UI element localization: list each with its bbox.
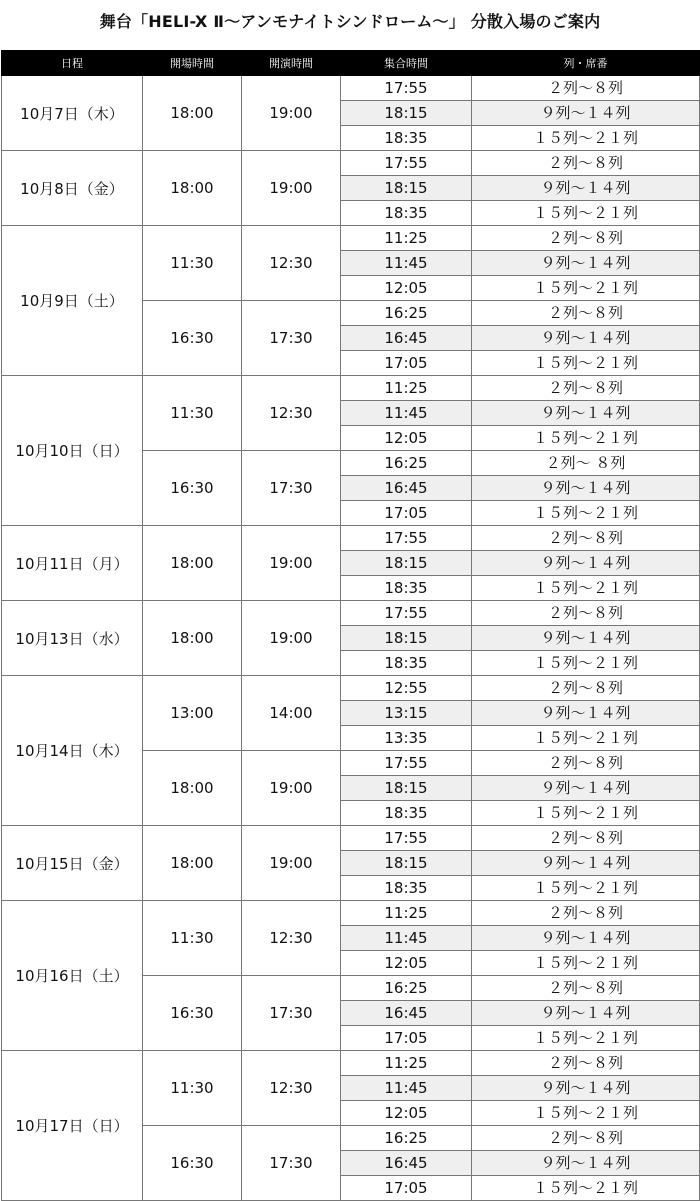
seats-cell: ２列〜８列 — [472, 1126, 700, 1151]
seats-cell: １５列〜２１列 — [472, 126, 700, 151]
open-time-cell: 16:30 — [143, 976, 242, 1051]
seats-cell: １５列〜２１列 — [472, 876, 700, 901]
seats-cell: ２列〜８列 — [472, 301, 700, 326]
gather-time-cell: 17:05 — [341, 1026, 472, 1051]
gather-time-cell: 12:05 — [341, 951, 472, 976]
seats-cell: ２列〜８列 — [472, 601, 700, 626]
open-time-cell: 11:30 — [143, 1051, 242, 1126]
gather-time-cell: 13:15 — [341, 701, 472, 726]
start-time-cell: 17:30 — [242, 1126, 341, 1201]
seats-cell: １５列〜２１列 — [472, 1176, 700, 1201]
table-row — [2, 1051, 700, 1076]
gather-time-cell: 17:55 — [341, 826, 472, 851]
seats-cell: １５列〜２１列 — [472, 801, 700, 826]
gather-time-cell: 16:45 — [341, 476, 472, 501]
gather-time-cell: 16:25 — [341, 1126, 472, 1151]
gather-time-cell: 11:45 — [341, 251, 472, 276]
gather-time-cell: 16:25 — [341, 451, 472, 476]
seats-cell: ２列〜８列 — [472, 76, 700, 101]
open-time-cell: 18:00 — [143, 151, 242, 226]
seats-cell: ９列〜１４列 — [472, 851, 700, 876]
seats-cell: ９列〜１４列 — [472, 776, 700, 801]
gather-time-cell: 16:45 — [341, 1151, 472, 1176]
seats-cell: ２列〜 ８列 — [472, 451, 700, 476]
date-cell: 10月17日（日） — [2, 1051, 143, 1201]
gather-time-cell: 18:35 — [341, 876, 472, 901]
page-title: 舞台「HELI-X Ⅱ〜アンモナイトシンドローム〜」 分散入場のご案内 — [99, 12, 601, 31]
table-row — [2, 901, 700, 926]
gather-time-cell: 18:15 — [341, 176, 472, 201]
gather-time-cell: 12:05 — [341, 1101, 472, 1126]
seats-cell: １５列〜２１列 — [472, 951, 700, 976]
start-time-cell: 17:30 — [242, 451, 341, 526]
table-row — [2, 376, 700, 401]
seats-cell: ２列〜８列 — [472, 226, 700, 251]
date-cell: 10月7日（木） — [2, 76, 143, 151]
open-time-cell: 18:00 — [143, 826, 242, 901]
seats-cell: １５列〜２１列 — [472, 276, 700, 301]
table-row — [2, 151, 700, 176]
seats-cell: ９列〜１４列 — [472, 251, 700, 276]
gather-time-cell: 17:55 — [341, 76, 472, 101]
gather-time-cell: 11:25 — [341, 1051, 472, 1076]
start-time-cell: 17:30 — [242, 301, 341, 376]
gather-time-cell: 18:35 — [341, 576, 472, 601]
seats-cell: １５列〜２１列 — [472, 726, 700, 751]
seats-cell: ２列〜８列 — [472, 526, 700, 551]
gather-time-cell: 11:45 — [341, 1076, 472, 1101]
date-cell: 10月16日（土） — [2, 901, 143, 1051]
open-time-cell: 18:00 — [143, 601, 242, 676]
date-cell: 10月10日（日） — [2, 376, 143, 526]
gather-time-cell: 18:15 — [341, 101, 472, 126]
start-time-cell: 19:00 — [242, 826, 341, 901]
gather-time-cell: 11:45 — [341, 926, 472, 951]
gather-time-cell: 12:55 — [341, 676, 472, 701]
gather-time-cell: 16:45 — [341, 326, 472, 351]
seats-cell: ９列〜１４列 — [472, 326, 700, 351]
seats-cell: ２列〜８列 — [472, 826, 700, 851]
seats-cell: ９列〜１４列 — [472, 176, 700, 201]
table-row — [2, 601, 700, 626]
seats-cell: １５列〜２１列 — [472, 1101, 700, 1126]
seats-cell: １５列〜２１列 — [472, 351, 700, 376]
gather-time-cell: 16:25 — [341, 301, 472, 326]
seats-cell: ２列〜８列 — [472, 1051, 700, 1076]
open-time-cell: 18:00 — [143, 526, 242, 601]
gather-time-cell: 12:05 — [341, 426, 472, 451]
start-time-cell: 17:30 — [242, 976, 341, 1051]
seats-cell: ２列〜８列 — [472, 151, 700, 176]
table-row — [2, 526, 700, 551]
seats-cell: ９列〜１４列 — [472, 476, 700, 501]
gather-time-cell: 18:15 — [341, 776, 472, 801]
start-time-cell: 12:30 — [242, 1051, 341, 1126]
open-time-cell: 18:00 — [143, 751, 242, 826]
seats-cell: ２列〜８列 — [472, 376, 700, 401]
seats-cell: １５列〜２１列 — [472, 426, 700, 451]
gather-time-cell: 18:15 — [341, 626, 472, 651]
open-time-cell: 13:00 — [143, 676, 242, 751]
open-time-cell: 18:00 — [143, 76, 242, 151]
gather-time-cell: 11:25 — [341, 901, 472, 926]
header-date: 日程 — [2, 51, 143, 76]
schedule-body — [2, 76, 700, 1201]
date-cell: 10月8日（金） — [2, 151, 143, 226]
date-cell: 10月15日（金） — [2, 826, 143, 901]
seats-cell: ９列〜１４列 — [472, 701, 700, 726]
gather-time-cell: 11:45 — [341, 401, 472, 426]
header-seats: 列・席番 — [472, 51, 700, 76]
seats-cell: １５列〜２１列 — [472, 1026, 700, 1051]
gather-time-cell: 13:35 — [341, 726, 472, 751]
start-time-cell: 19:00 — [242, 601, 341, 676]
seats-cell: ２列〜８列 — [472, 751, 700, 776]
header-gather-time: 集合時間 — [341, 51, 472, 76]
date-cell: 10月13日（水） — [2, 601, 143, 676]
table-row — [2, 826, 700, 851]
start-time-cell: 12:30 — [242, 901, 341, 976]
gather-time-cell: 17:05 — [341, 351, 472, 376]
start-time-cell: 19:00 — [242, 76, 341, 151]
seats-cell: １５列〜２１列 — [472, 651, 700, 676]
start-time-cell: 12:30 — [242, 376, 341, 451]
header-open-time: 開場時間 — [143, 51, 242, 76]
gather-time-cell: 16:25 — [341, 976, 472, 1001]
table-row — [2, 226, 700, 251]
open-time-cell: 16:30 — [143, 451, 242, 526]
seats-cell: ９列〜１４列 — [472, 1151, 700, 1176]
open-time-cell: 11:30 — [143, 376, 242, 451]
seats-cell: ９列〜１４列 — [472, 626, 700, 651]
schedule-table — [1, 50, 700, 1201]
open-time-cell: 16:30 — [143, 301, 242, 376]
seats-cell: １５列〜２１列 — [472, 201, 700, 226]
open-time-cell: 11:30 — [143, 901, 242, 976]
start-time-cell: 19:00 — [242, 526, 341, 601]
seats-cell: ２列〜８列 — [472, 976, 700, 1001]
gather-time-cell: 12:05 — [341, 276, 472, 301]
seats-cell: ９列〜１４列 — [472, 101, 700, 126]
date-cell: 10月9日（土） — [2, 226, 143, 376]
date-cell: 10月11日（月） — [2, 526, 143, 601]
gather-time-cell: 17:05 — [341, 1176, 472, 1201]
gather-time-cell: 18:35 — [341, 201, 472, 226]
seats-cell: １５列〜２１列 — [472, 576, 700, 601]
gather-time-cell: 11:25 — [341, 226, 472, 251]
table-header-row — [2, 51, 700, 76]
table-row — [2, 76, 700, 101]
seats-cell: ９列〜１４列 — [472, 401, 700, 426]
seats-cell: ９列〜１４列 — [472, 926, 700, 951]
date-cell: 10月14日（木） — [2, 676, 143, 826]
gather-time-cell: 18:15 — [341, 851, 472, 876]
gather-time-cell: 17:55 — [341, 601, 472, 626]
gather-time-cell: 17:55 — [341, 151, 472, 176]
seats-cell: ９列〜１４列 — [472, 551, 700, 576]
gather-time-cell: 18:35 — [341, 126, 472, 151]
gather-time-cell: 17:55 — [341, 526, 472, 551]
gather-time-cell: 11:25 — [341, 376, 472, 401]
seats-cell: １５列〜２１列 — [472, 501, 700, 526]
gather-time-cell: 17:55 — [341, 751, 472, 776]
open-time-cell: 16:30 — [143, 1126, 242, 1201]
gather-time-cell: 18:35 — [341, 651, 472, 676]
start-time-cell: 14:00 — [242, 676, 341, 751]
start-time-cell: 12:30 — [242, 226, 341, 301]
start-time-cell: 19:00 — [242, 751, 341, 826]
table-row — [2, 676, 700, 701]
start-time-cell: 19:00 — [242, 151, 341, 226]
gather-time-cell: 18:15 — [341, 551, 472, 576]
seats-cell: ２列〜８列 — [472, 676, 700, 701]
seats-cell: ９列〜１４列 — [472, 1076, 700, 1101]
seats-cell: ９列〜１４列 — [472, 1001, 700, 1026]
header-start-time: 開演時間 — [242, 51, 341, 76]
seats-cell: ２列〜８列 — [472, 901, 700, 926]
gather-time-cell: 17:05 — [341, 501, 472, 526]
open-time-cell: 11:30 — [143, 226, 242, 301]
gather-time-cell: 18:35 — [341, 801, 472, 826]
gather-time-cell: 16:45 — [341, 1001, 472, 1026]
